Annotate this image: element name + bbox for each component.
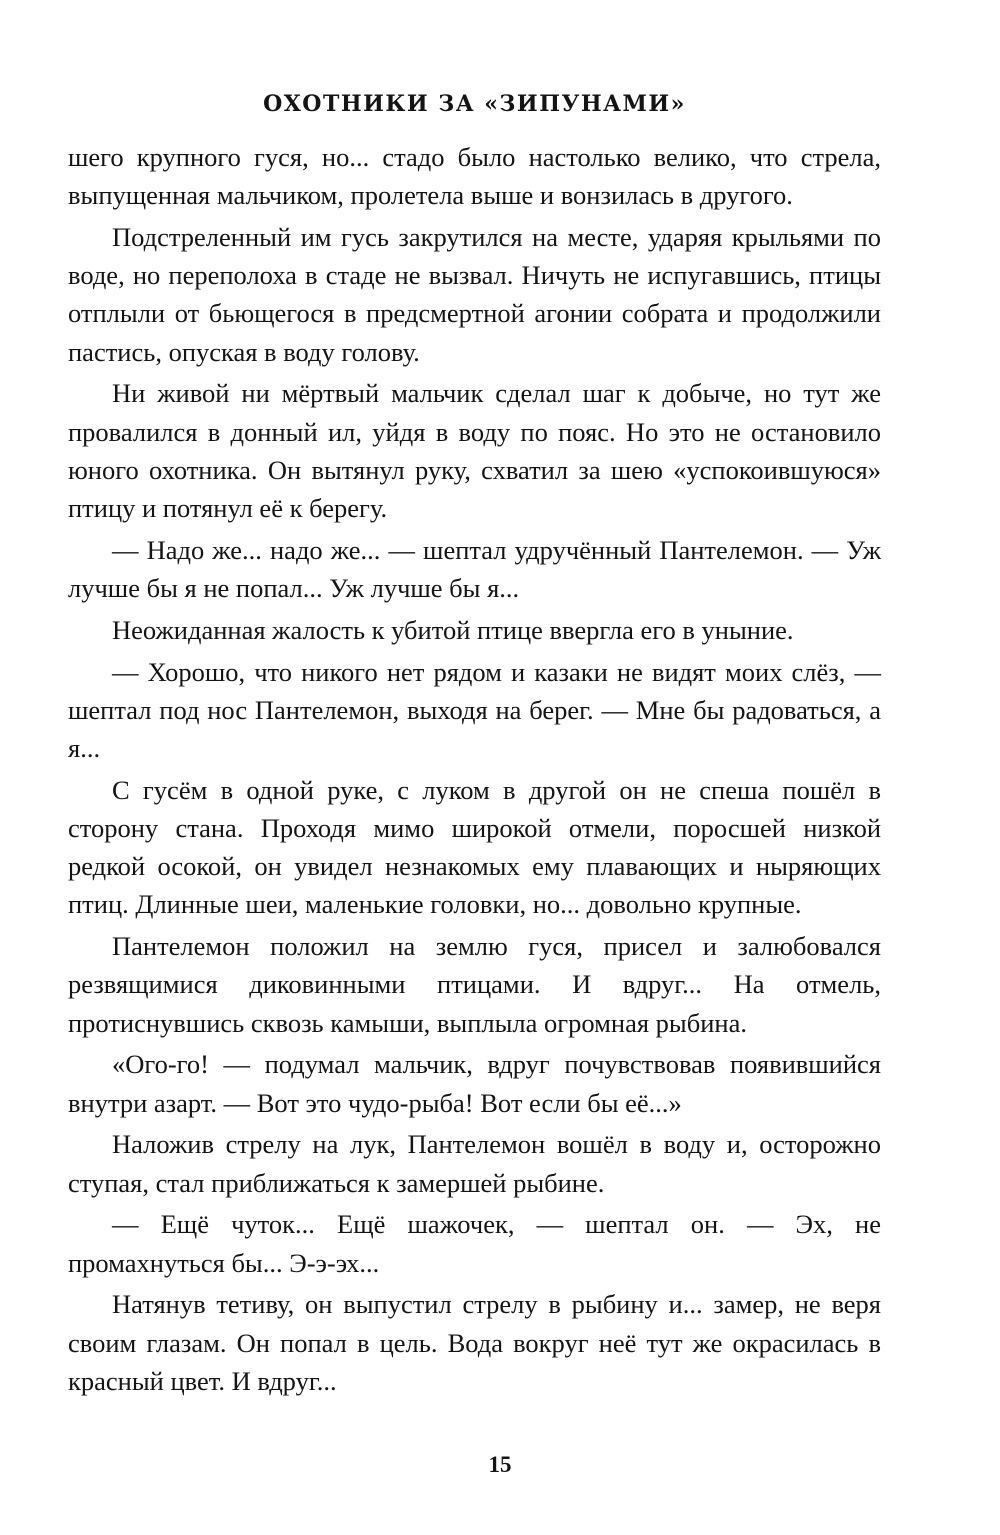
paragraph-continued: шего крупного гуся, но... стадо было настолько велико, что стрела, выпущенная мальчиком, пролетела выше и вонзилась в другого. xyxy=(68,142,881,211)
paragraph: Наложив стрелу на лук, Пантелемон вошёл в воду и, осторожно ступая, стал приближаться к замершей рыбине. xyxy=(68,1129,881,1198)
dialogue-paragraph: — Ещё чуток... Ещё шажочек, — шептал он. — Эх, не промахнуться бы... Э-э-эх... xyxy=(68,1209,881,1278)
paragraph: Подстреленный им гусь закрутился на месте, ударяя крыльями по воде, но переполоха в стаде не вызвал. Ничуть не испугавшись, птицы отплыли от бьющегося в предсмертной агонии собрата и продолжили пастись, опуская в воду голову. xyxy=(68,222,881,367)
dialogue-paragraph: — Надо же... надо же... — шептал удручённый Пантелемон. — Уж лучше бы я не попал... Уж лучше бы я... xyxy=(68,534,881,604)
page-number: 15 xyxy=(488,1452,512,1477)
paragraph: Ни живой ни мёртвый мальчик сделал шаг к добыче, но тут же провалился в донный ил, уйдя в воду по пояс. Но это не остановило юного охотника. Он вытянул руку, схватил за шею «успокоившуюся» птицу и потянул её к берегу. xyxy=(68,378,881,524)
body-text xyxy=(68,138,881,1400)
running-header-title: ОХОТНИКИ ЗА «ЗИПУНАМИ» xyxy=(263,91,686,117)
book-page xyxy=(68,84,881,1404)
paragraph: Пантелемон положил на землю гуся, присел и залюбовался резвящимися диковинными птицами. И вдруг... На отмель, протиснувшись сквозь камыши, выплыла огромная рыбина. xyxy=(68,931,881,1038)
quoted-thought-paragraph: «Ого-го! — подумал мальчик, вдруг почувствовав появившийся внутри азарт. — Вот это чудо-рыба! Вот если бы её...» xyxy=(68,1049,881,1118)
dialogue-paragraph: — Хорошо, что никого нет рядом и казаки не видят моих слёз, — шептал под нос Пантелемон, выходя на берег. — Мне бы радоваться, а я... xyxy=(68,656,881,764)
paragraph: Натянув тетиву, он выпустил стрелу в рыбину и... замер, не веря своим глазам. Он попал в цель. Вода вокруг неё тут же окрасилась в красный цвет. И вдруг... xyxy=(68,1289,881,1396)
paragraph: С гусём в одной руке, с луком в другой он не спеша пошёл в сторону стана. Проходя мимо широкой отмели, поросшей низкой редкой осокой, он увидел незнакомых ему плавающих и ныряющих птиц. Длинные шеи, маленькие головки, но... довольно крупные. xyxy=(68,774,881,920)
paragraph: Неожиданная жалость к убитой птице ввергла его в уныние. xyxy=(112,614,794,645)
